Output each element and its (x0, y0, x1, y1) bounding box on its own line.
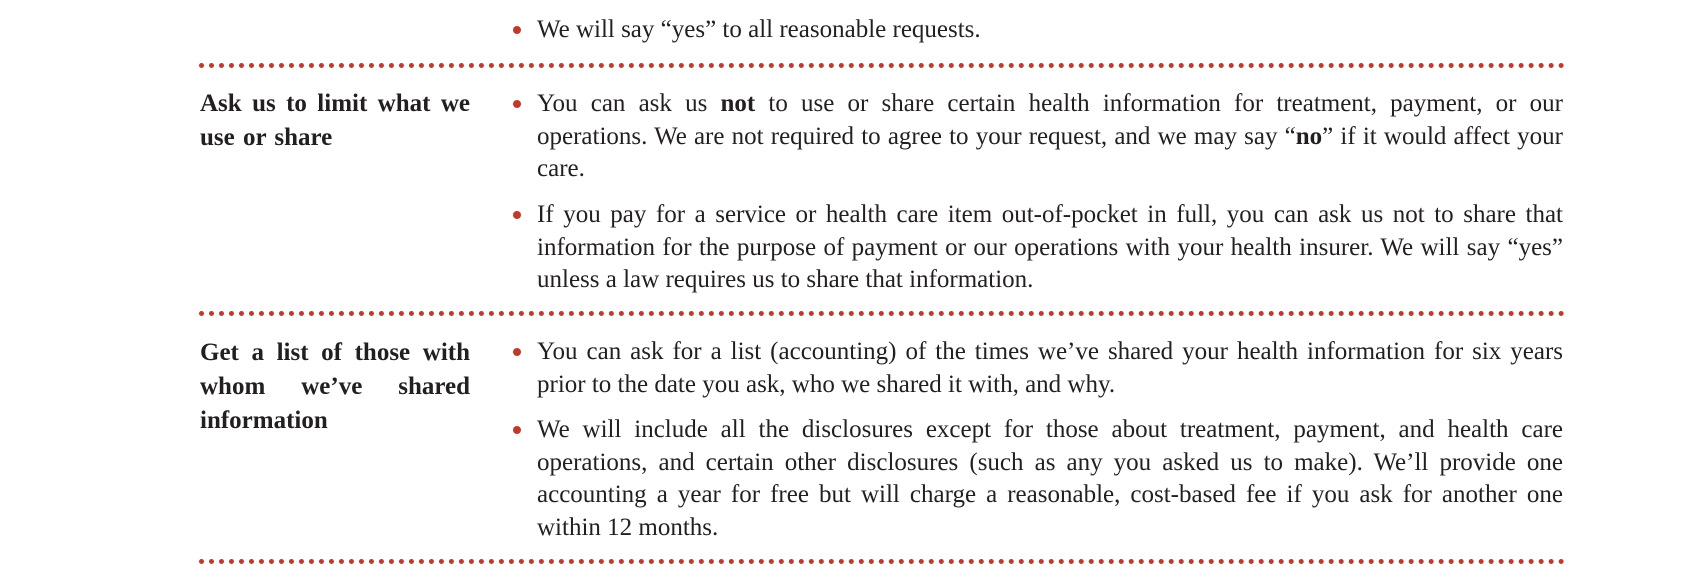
list-item (513, 88, 1563, 186)
bullet-text (537, 336, 1563, 401)
bullet-icon (513, 100, 521, 108)
text-run: If you pay for a service or health care item out-of-pocket in full, you can ask us not to share that information for the purpose of payment or our operations with your health insurer. We will say “yes” unless a law requires us to share that information. (537, 201, 1563, 293)
text-run: We will include all the disclosures except for those about treatment, payment, and health care operations, and certain other disclosures (such as any you asked us to make). We’ll provide one accounting a year for free but will charge a reasonable, cost-based fee if you ask for another one within 12 months. (537, 416, 1563, 541)
row-heading: Get a list of those with whom we’ve shared information (200, 339, 470, 434)
text-run: We will say “yes” to all reasonable requests. (537, 16, 981, 43)
bullet-icon (513, 211, 521, 219)
list-item (513, 199, 1563, 297)
bold-text: not (720, 90, 756, 117)
dotted-divider (199, 559, 1565, 564)
list-item (513, 336, 1563, 401)
bullet-text (537, 14, 1563, 47)
row-heading: Ask us to limit what we use or share (200, 90, 470, 151)
text-run: to use or share certain health information for treatment, payment, or our operations. We are not required to agree to your request, and we may say “ (537, 90, 1563, 150)
bullet-icon (513, 348, 521, 356)
bullet-text (537, 414, 1563, 544)
dotted-divider (199, 311, 1565, 316)
text-run: You can ask us (537, 90, 721, 117)
text-run: ” if it would affect your care. (537, 122, 1563, 182)
list-item (513, 414, 1563, 544)
bullet-icon (513, 26, 521, 34)
bullet-icon (513, 426, 521, 434)
bullet-text (537, 199, 1563, 297)
list-item (513, 14, 1563, 47)
dotted-divider (199, 63, 1565, 68)
bullet-text (537, 88, 1563, 186)
bold-text: no (1295, 122, 1323, 150)
text-run: You can ask for a list (accounting) of the times we’ve shared your health information for six years prior to the date you ask, who we shared it with, and why. (537, 338, 1563, 398)
